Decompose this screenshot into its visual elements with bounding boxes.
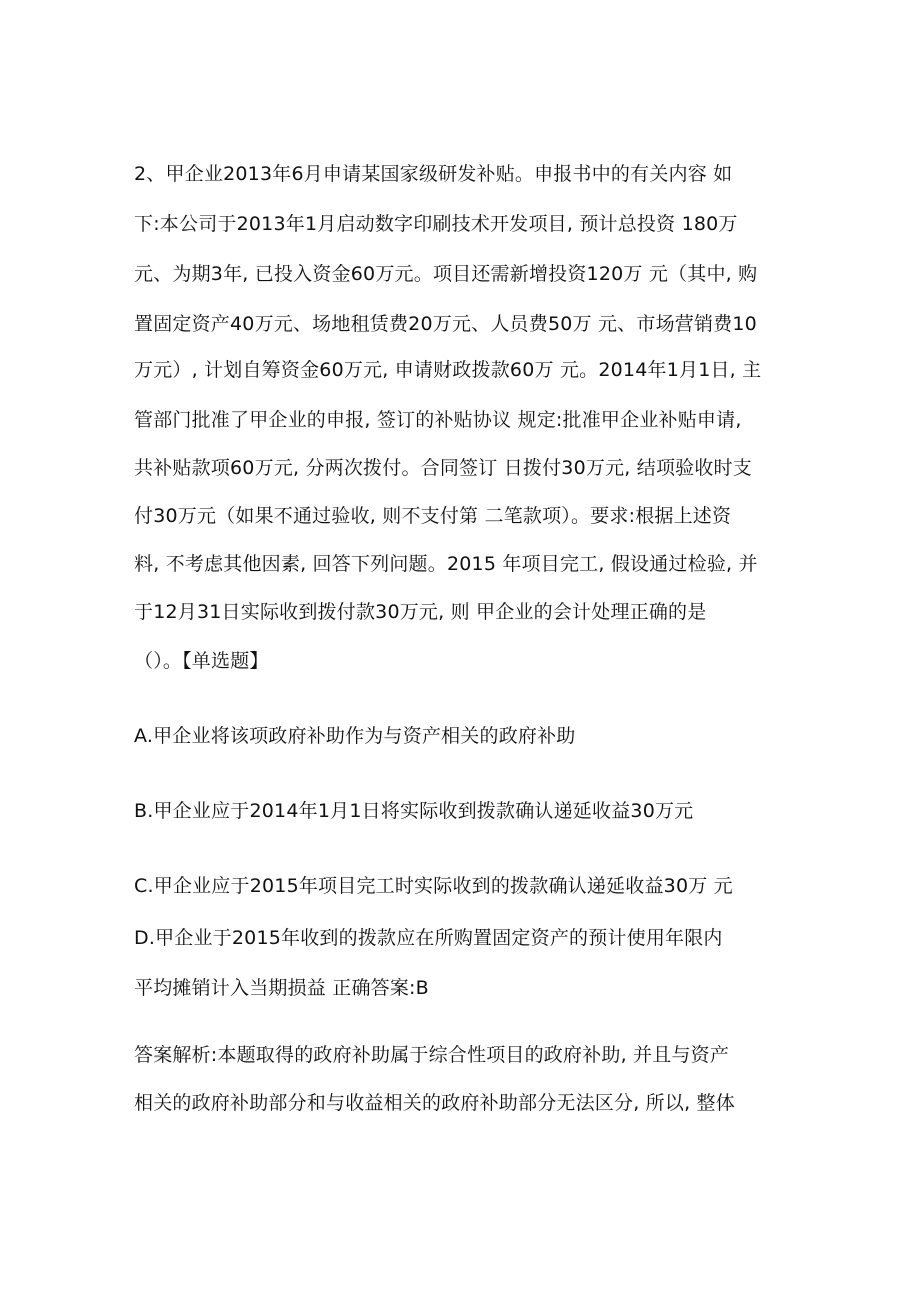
question-line-10: 于12月31日实际收到拨付款30万元, 则 甲企业的会计处理正确的是 [134,601,707,623]
question-line-8: 付30万元（如果不通过验收, 则不支付第 二笔款项）。要求:根据上述资 [134,505,732,527]
option-d: D.甲企业于2015年收到的拨款应在所购置固定资产的预计使用年限内 [134,927,723,949]
option-a: A.甲企业将该项政府补助作为与资产相关的政府补助 [134,725,576,747]
question-line-1: 2、甲企业2013年6月申请某国家级研发补贴。申报书中的有关内容 如 [134,163,733,185]
question-line-6: 管部门批准了甲企业的申报, 签订的补贴协议 规定:批准甲企业补贴申请, [134,409,742,431]
question-line-5: 万元）, 计划自筹资金60万元, 申请财政拨款60万 元。2014年1月1日, 主 [134,359,762,381]
question-line-7: 共补贴款项60万元, 分两次拨付。合同签订 日拨付30万元, 结项验收时支 [134,457,752,479]
analysis-line-2: 相关的政府补助部分和与收益相关的政府补助部分无法区分, 所以, 整体 [134,1092,735,1114]
question-line-2: 下:本公司于2013年1月启动数字印刷技术开发项目, 预计总投资 180万 [134,213,738,235]
option-b: B.甲企业应于2014年1月1日将实际收到拨款确认递延收益30万元 [134,800,694,822]
question-line-4: 置固定资产40万元、场地租赁费20万元、人员费50万 元、市场营销费10 [134,313,757,335]
analysis-line-1: 答案解析:本题取得的政府补助属于综合性项目的政府补助, 并且与资产 [134,1044,730,1066]
question-line-3: 元、为期3年, 已投入资金60万元。项目还需新增投资120万 元（其中, 购 [134,263,758,285]
question-line-9: 料, 不考虑其他因素, 回答下列问题。2015 年项目完工, 假设通过检验, 并 [134,553,758,575]
option-c: C.甲企业应于2015年项目完工时实际收到的拨款确认递延收益30万 元 [134,875,733,897]
option-d-continuation-answer: 平均摊销计入当期损益 正确答案:B [134,977,429,999]
question-type-label: （）。【单选题】 [134,650,269,672]
